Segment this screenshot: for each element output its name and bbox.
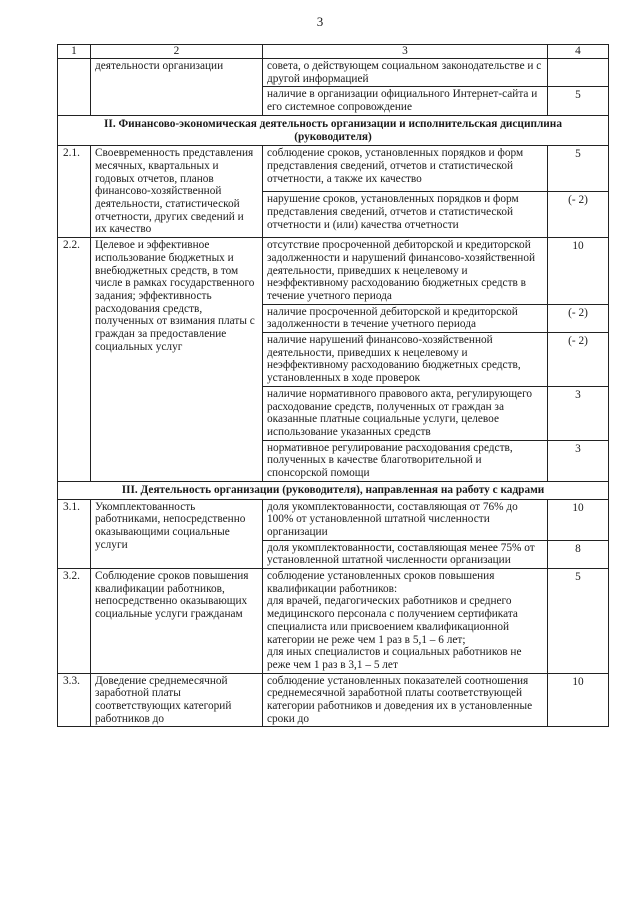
indicator-text: доля укомплектованности, составляющая менее 75% от установленной штатной численности организации [263,540,548,568]
criterion-name: деятельности организации [91,59,263,116]
section-title: II. Финансово-экономическая деятельность организации и исполнительская дисциплина (руководителя) [58,115,609,145]
indicator-text: нарушение сроков, установленных порядков и форм представления сведений, отчетов и статистической отчетности и (или) качества отчетности [263,192,548,238]
header-cell: 1 [58,45,91,59]
criterion-name: Своевременность представления месячных, квартальных и годовых отчетов, планов финансово-хозяйственной деятельности, статистической отчетности, других сведений и их качество [91,146,263,238]
indicator-text: отсутствие просроченной дебиторской и кредиторской задолженности и нарушений финансово-хозяйственной деятельности, приведших к нецелевому и неэффективному расходованию бюджетных средств в течение учетного периода [263,238,548,305]
indicator-text: доля укомплектованности, составляющая от 76% до 100% от установленной штатной численности организации [263,499,548,540]
criterion-number: 3.3. [58,673,91,727]
table-row [58,59,609,87]
table-row [58,238,609,305]
score-value: 3 [548,440,609,481]
score-value: 5 [548,146,609,192]
criterion-name: Укомплектованность работниками, непосредственно оказывающими социальные услуги [91,499,263,569]
criterion-number [58,59,91,116]
header-cell: 3 [263,45,548,59]
indicator-text: соблюдение установленных показателей соотношения среднемесячной заработной платы соответствующей категории работников и доведения их в установленные сроки до [263,673,548,727]
table-row [58,569,609,674]
indicator-text: наличие нормативного правового акта, регулирующего расходование средств, полученных от граждан за оказанные платные социальные услуги, целевое использование указанных средств [263,386,548,440]
score-value: 8 [548,540,609,568]
criterion-number: 2.2. [58,238,91,482]
section-title: III. Деятельность организации (руководителя), направленная на работу с кадрами [58,481,609,499]
criterion-number: 2.1. [58,146,91,238]
indicator-text: наличие просроченной дебиторской и кредиторской задолженности в течение учетного периода [263,304,548,332]
indicator-text: наличие в организации официального Интернет-сайта и его системное сопровождение [263,87,548,115]
criterion-name: Соблюдение сроков повышения квалификации работников, непосредственно оказывающих социальные услуги гражданам [91,569,263,674]
score-value: 3 [548,386,609,440]
score-value: (- 2) [548,333,609,387]
section-heading-row [58,115,609,145]
score-value: 10 [548,238,609,305]
criterion-number: 3.2. [58,569,91,674]
criterion-name: Целевое и эффективное использование бюджетных и внебюджетных средств, в том числе в рамках государственного задания; эффективность расходования средств, полученных от взимания платы с граждан за предоставление социальных услуг [91,238,263,482]
indicator-text: нормативное регулирование расходования средств, полученных в качестве благотворительной и спонсорской помощи [263,440,548,481]
table-row [58,673,609,727]
score-value: 5 [548,87,609,115]
criterion-number: 3.1. [58,499,91,569]
indicator-text: соблюдение установленных сроков повышения квалификации работников: для врачей, педагогических работников и среднего медицинского персонала с получением сертификата специалиста или присвоением квалификационной категории не реже чем 1 раз в 5,1 – 6 лет; для иных специалистов и социальных работников не реже чем 1 раз в 3,1 – 5 лет [263,569,548,674]
score-value: (- 2) [548,192,609,238]
score-value: 5 [548,569,609,674]
header-cell: 4 [548,45,609,59]
indicator-text: наличие нарушений финансово-хозяйственной деятельности, приведших к нецелевому и неэффективному расходованию бюджетных средств, установленных в ходе проверок [263,333,548,387]
score-value [548,59,609,87]
score-value: (- 2) [548,304,609,332]
header-cell: 2 [91,45,263,59]
criterion-name: Доведение среднемесячной заработной платы соответствующих категорий работников до [91,673,263,727]
table-row [58,146,609,192]
table-header-row [58,45,609,59]
section-heading-row [58,481,609,499]
table-row [58,499,609,540]
score-value: 10 [548,673,609,727]
criteria-table [57,44,609,727]
score-value: 10 [548,499,609,540]
indicator-text: соблюдение сроков, установленных порядков и форм представления сведений, отчетов и статистической отчетности, а также их качество [263,146,548,192]
indicator-text: совета, о действующем социальном законодательстве и с другой информацией [263,59,548,87]
page-number: 3 [316,14,324,29]
